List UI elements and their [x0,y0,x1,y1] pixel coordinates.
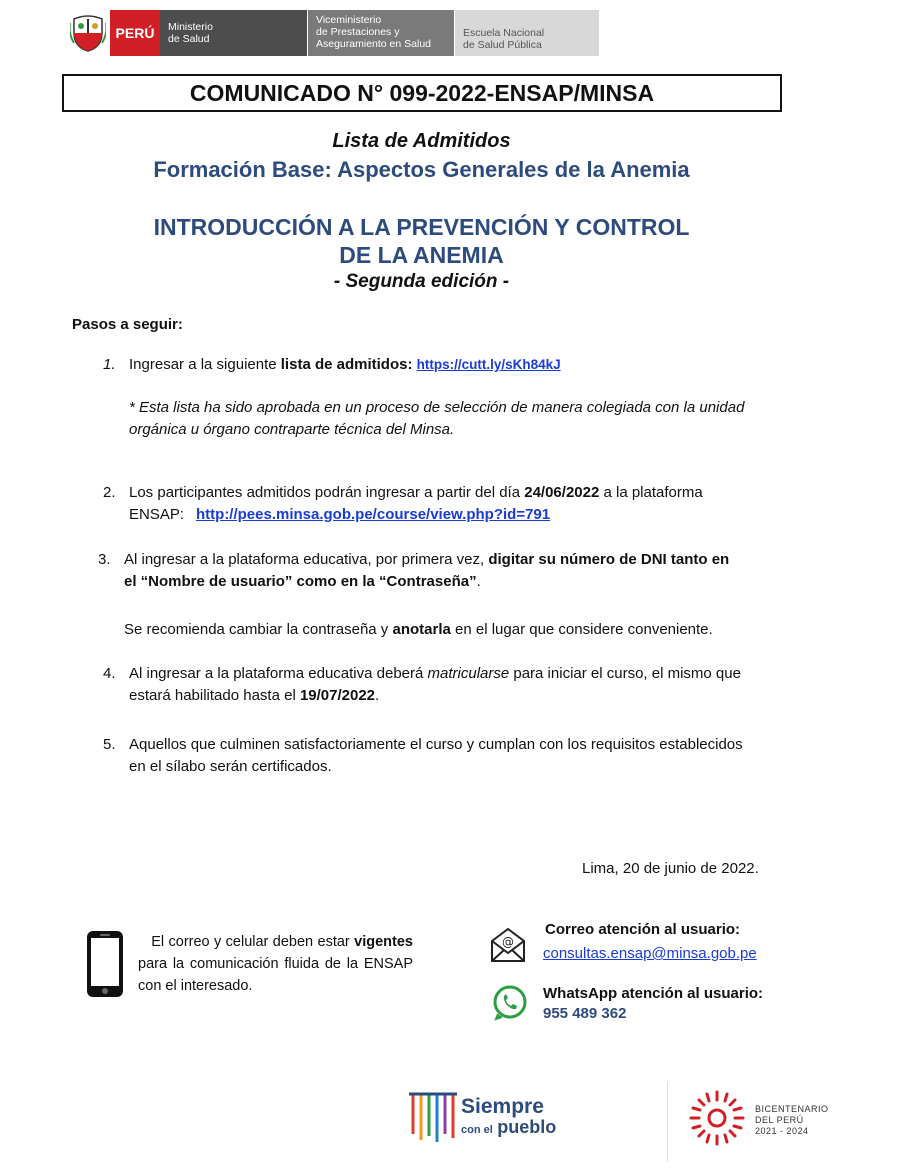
step-number: 5. [103,736,116,753]
step-2-line2: ENSAP: [129,506,185,523]
step-1-note: * Esta lista ha sido aprobada en un proceso de selección de manera colegiada con la unidad orgánica u órgano contraparte técnica del Minsa. [129,399,745,438]
email-link[interactable]: consultas.ensap@minsa.gob.pe [543,945,757,962]
place-date: Lima, 20 de junio de 2022. [582,860,759,877]
document-title: COMUNICADO N° 099-2022-ENSAP/MINSA [62,74,782,112]
platform-link[interactable]: http://pees.minsa.gob.pe/course/view.php?id=791 [196,506,551,523]
course-title: INTRODUCCIÓN A LA PREVENCIÓN Y CONTROL DE LA ANEMIA [153,214,690,268]
email-label: Correo atención al usuario: [545,921,741,938]
ministry-label: Ministerio de Salud [160,10,307,56]
whatsapp-number: 955 489 362 [543,1005,627,1022]
viceministry-label: Viceministerio de Prestaciones y Aseguramiento en Salud [308,10,454,56]
slogan-logo-icon [407,1090,459,1153]
step-3-text: Al ingresar a la plataforma educativa, por primera vez, digitar su número de DNI tanto en [124,551,730,568]
svg-text:@: @ [502,935,514,949]
step-5-line2: en el sílabo serán certificados. [129,758,332,775]
admitted-list-link[interactable]: https://cutt.ly/sKh84kJ [416,357,561,372]
whatsapp-icon [492,985,528,1026]
step-number: 2. [103,484,116,501]
step-4-line2: estará habilitado hasta el 19/07/2022. [129,687,380,704]
contact-note: El correo y celular deben estar vigentes para la comunicación fluida de la ENSAP con el interesado. [138,934,413,994]
footer-divider [667,1082,668,1162]
step-3-line2: el “Nombre de usuario” como en la “Contraseña”. [124,573,481,590]
coat-of-arms-icon [66,10,110,56]
step-5-text: Aquellos que culminen satisfactoriamente el curso y cumplan con los requisitos establecidos [129,736,743,753]
steps-heading: Pasos a seguir: [72,316,183,333]
step-number: 3. [98,551,111,568]
program-title: Formación Base: Aspectos Generales de la Anemia [153,157,690,182]
edition-label: - Segunda edición - [333,271,510,292]
step-1-text: Ingresar a la siguiente lista de admitidos: https://cutt.ly/sKh84kJ [129,356,561,373]
step-number: 4. [103,665,116,682]
bicentenario-logo-icon [687,1088,747,1153]
step-number: 1. [103,356,116,373]
step-3-recommendation: Se recomienda cambiar la contraseña y anotarla en el lugar que considere conveniente. [124,621,713,638]
phone-icon [85,929,125,1004]
slogan-text: Siempre con el pueblo [461,1095,557,1137]
school-label: Escuela Nacional de Salud Pública [455,10,599,56]
list-title: Lista de Admitidos [332,130,511,152]
bicentenario-text: BICENTENARIO DEL PERÚ 2021 - 2024 [755,1104,829,1136]
header-bar [66,10,599,56]
step-2-text: Los participantes admitidos podrán ingresar a partir del día 24/06/2022 a la plataforma [129,484,703,501]
step-4-text: Al ingresar a la plataforma educativa deberá matricularse para iniciar el curso, el mismo que [129,665,741,682]
peru-badge: PERÚ [110,10,160,56]
email-icon [489,926,527,969]
whatsapp-label: WhatsApp atención al usuario: [543,985,764,1002]
